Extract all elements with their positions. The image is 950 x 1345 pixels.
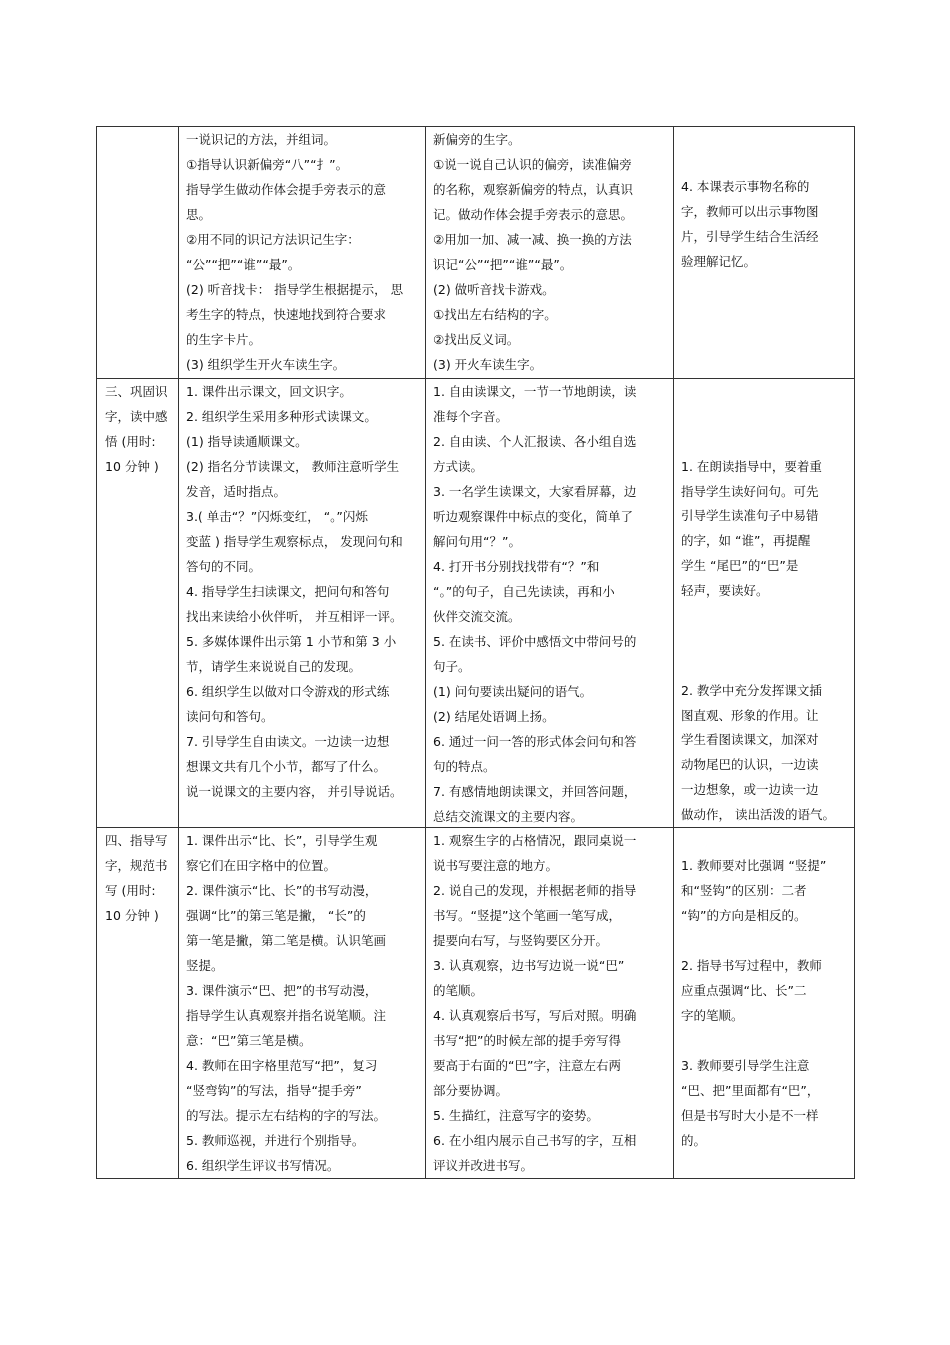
- text-line: 一说识记的方法，并组词。: [186, 132, 337, 147]
- text-line: 方式读。: [433, 459, 484, 474]
- stage-text: [97, 379, 178, 479]
- text-line: 第一笔是撇，第二笔是横。认识笔画: [186, 933, 387, 948]
- text-line: 指导学生读好问句。可先: [681, 483, 819, 499]
- text-line: 伙伴交流交流。: [433, 609, 521, 624]
- text-line: 记。做动作体会提手旁表示的意思。: [433, 207, 634, 222]
- text-line: (2) 听音找卡： 指导学生根据提示， 思: [186, 282, 404, 297]
- text-line: 4. 认真观察后书写，写后对照。明确: [433, 1008, 637, 1023]
- text-line: 准每个字音。: [433, 409, 509, 424]
- table-row: [97, 127, 855, 379]
- text-line: [681, 603, 850, 628]
- text-line: 片，引导学生结合生活经: [681, 229, 819, 244]
- text-line: 评议并改进书写。: [433, 1158, 534, 1173]
- text-line: 1. 观察生字的占格情况，跟同桌说一: [433, 833, 637, 848]
- text-line: “巴、把”里面都有“巴”，: [681, 1083, 820, 1098]
- notes-text: [674, 379, 854, 827]
- text-line: 思。: [186, 207, 212, 222]
- text-line: ②用加一加、减一减、换一换的方法: [433, 232, 632, 247]
- text-line: 2. 组织学生采用多种形式读课文。: [186, 409, 377, 424]
- teacher-text: [179, 379, 425, 827]
- text-line: 三、巩固识: [105, 384, 168, 399]
- text-line: 书写。“竖提”这个笔画一笔写成，: [433, 908, 621, 923]
- text-line: 找出来读给小伙伴听， 并互相评一评。: [186, 609, 403, 624]
- text-line: “。”的句子，自己先读读，再和小: [433, 584, 615, 599]
- notes-cell: [674, 127, 855, 379]
- text-line: 10 分钟 ): [105, 459, 159, 474]
- text-line: 听边观察课件中标点的变化，简单了: [433, 509, 634, 524]
- teacher-cell: [179, 828, 426, 1179]
- text-line: 3. 教师要引导学生注意: [681, 1058, 810, 1073]
- text-line: 7. 引导学生自由读文。一边读一边想: [186, 734, 390, 749]
- text-line: 1. 课件出示“比、长”，引导学生观: [186, 833, 378, 848]
- text-line: 2. 教学中充分发挥课文插: [681, 682, 822, 698]
- text-line: 7. 有感情地朗读课文，并回答问题，: [433, 784, 637, 799]
- text-line: 想课文共有几个小节，都写了什么。: [186, 759, 387, 774]
- notes-text: [674, 127, 854, 378]
- text-line: ①说一说自己认识的偏旁，读准偏旁: [433, 157, 632, 172]
- text-line: 应重点强调“比、长”二: [681, 983, 807, 998]
- text-line: 的名称，观察新偏旁的特点，认真识: [433, 182, 634, 197]
- text-line: 部分要协调。: [433, 1083, 509, 1098]
- text-line: 做动作， 读出活泼的语气。: [681, 807, 835, 823]
- text-line: [681, 379, 850, 404]
- text-line: 轻声，要读好。: [681, 583, 769, 599]
- text-line: 强调“比”的第三笔是撇， “长”的: [186, 908, 366, 923]
- stage-cell: [97, 127, 179, 379]
- text-line: 1. 在朗读指导中，要着重: [681, 458, 822, 474]
- text-line: 写 (用时:: [105, 883, 156, 898]
- text-line: 引导学生读准句子中易错: [681, 508, 819, 524]
- text-line: 字，读中感: [105, 409, 168, 424]
- notes-text: [674, 828, 854, 1178]
- text-line: 察它们在田字格中的位置。: [186, 858, 337, 873]
- text-line: [681, 628, 850, 653]
- text-line: ①找出左右结构的字。: [433, 307, 557, 322]
- text-line: 5. 生描红，注意写字的姿势。: [433, 1108, 599, 1123]
- text-line: 书写“把”的时候左部的提手旁写得: [433, 1033, 621, 1048]
- text-line: 2. 课件演示“比、长”的书写动漫，: [186, 883, 378, 898]
- text-line: [681, 404, 850, 429]
- stage-cell: [97, 828, 179, 1179]
- text-line: (2) 指名分节读课文， 教师注意听学生: [186, 459, 400, 474]
- text-line: 的笔顺。: [433, 983, 484, 998]
- text-line: “钩”的方向是相反的。: [681, 908, 807, 923]
- text-line: 学生 “尾巴”的“巴”是: [681, 558, 799, 574]
- text-line: 但是书写时大小是不一样: [681, 1108, 819, 1123]
- text-line: 2. 指导书写过程中，教师: [681, 958, 822, 973]
- text-line: 读问句和答句。: [186, 709, 274, 724]
- text-line: 识记“公”“把”“谁”“最”。: [433, 257, 573, 272]
- text-line: 总结交流课文的主要内容。: [433, 809, 584, 824]
- text-line: 节，请学生来说说自己的发现。: [186, 659, 362, 674]
- text-line: 字，教师可以出示事物图: [681, 204, 819, 219]
- text-line: 3. 课件演示“巴、把”的书写动漫，: [186, 983, 378, 998]
- student-text: [426, 127, 673, 378]
- text-line: 学生看图读课文，加深对: [681, 732, 819, 748]
- teacher-cell: [179, 127, 426, 379]
- text-line: 说一说课文的主要内容， 并引导说话。: [186, 784, 403, 799]
- text-line: 说书写要注意的地方。: [433, 858, 559, 873]
- text-line: 1. 课件出示课文，回文识字。: [186, 384, 352, 399]
- text-line: 发音，适时指点。: [186, 484, 287, 499]
- text-line: (3) 开火车读生字。: [433, 357, 543, 372]
- text-line: 句的特点。: [433, 759, 496, 774]
- text-line: 悟 (用时:: [105, 434, 156, 449]
- text-line: 的字，如 “谁”，再提醒: [681, 533, 811, 549]
- text-line: (3) 组织学生开火车读生字。: [186, 357, 346, 372]
- text-line: 变蓝 ) 指导学生观察标点， 发现问句和: [186, 534, 403, 549]
- text-line: 6. 通过一问一答的形式体会问句和答: [433, 734, 637, 749]
- text-line: 图直观、形象的作用。让: [681, 707, 819, 723]
- student-text: [426, 379, 673, 827]
- text-line: 指导学生做动作体会提手旁表示的意: [186, 182, 387, 197]
- table-row: [97, 379, 855, 828]
- text-line: 要高于右面的“巴”字，注意左右两: [433, 1058, 621, 1073]
- text-line: (1) 指导读通顺课文。: [186, 434, 308, 449]
- text-line: [681, 928, 850, 953]
- text-line: 6. 在小组内展示自己书写的字，互相: [433, 1133, 637, 1148]
- text-line: 竖提。: [186, 958, 224, 973]
- text-line: 4. 本课表示事物名称的: [681, 179, 810, 194]
- text-line: 解问句用“？”。: [433, 534, 521, 549]
- notes-cell: [674, 828, 855, 1179]
- text-line: 的生字卡片。: [186, 332, 262, 347]
- text-line: ②找出反义词。: [433, 332, 520, 347]
- teacher-text: [179, 127, 425, 378]
- notes-cell: [674, 379, 855, 828]
- text-line: 5. 多媒体课件出示第 1 小节和第 3 小: [186, 634, 397, 649]
- text-line: 句子。: [433, 659, 471, 674]
- text-line: 考生字的特点，快速地找到符合要求: [186, 307, 387, 322]
- text-line: 意：“巴”第三笔是横。: [186, 1033, 312, 1048]
- text-line: 提要向右写，与竖钩要区分开。: [433, 933, 609, 948]
- text-line: 1. 自由读课文，一节一节地朗读，读: [433, 384, 637, 399]
- text-line: 验理解记忆。: [681, 254, 757, 269]
- text-line: 10 分钟 ): [105, 908, 159, 923]
- text-line: 3.( 单击“？”闪烁变红， “。”闪烁: [186, 509, 368, 524]
- text-line: 4. 指导学生扫读课文，把问句和答句: [186, 584, 390, 599]
- text-line: 5. 在读书、评价中感悟文中带问号的: [433, 634, 637, 649]
- student-cell: [426, 828, 674, 1179]
- text-line: [681, 653, 850, 678]
- text-line: 新偏旁的生字。: [433, 132, 521, 147]
- text-line: ①指导认识新偏旁“八”“扌”。: [186, 157, 349, 172]
- text-line: (2) 结尾处语调上扬。: [433, 709, 555, 724]
- text-line: 2. 自由读、个人汇报读、各小组自选: [433, 434, 637, 449]
- student-cell: [426, 379, 674, 828]
- teacher-text: [179, 828, 425, 1178]
- text-line: 2. 说自己的发现，并根据老师的指导: [433, 883, 637, 898]
- text-line: 答句的不同。: [186, 559, 262, 574]
- text-line: 3. 一名学生读课文，大家看屏幕，边: [433, 484, 637, 499]
- stage-cell: [97, 379, 179, 828]
- text-line: 3. 认真观察，边书写边说一说“巴”: [433, 958, 625, 973]
- text-line: 字，规范书: [105, 858, 168, 873]
- lesson-plan-table: [96, 126, 855, 1179]
- text-line: 的写法。提示左右结构的字的写法。: [186, 1108, 387, 1123]
- text-line: 5. 教师巡视，并进行个别指导。: [186, 1133, 365, 1148]
- text-line: 一边想象，或一边读一边: [681, 782, 819, 798]
- text-line: (1) 问句要读出疑问的语气。: [433, 684, 593, 699]
- text-line: 动物尾巴的认识，一边读: [681, 757, 819, 773]
- text-line: 6. 组织学生评议书写情况。: [186, 1158, 340, 1173]
- text-line: 指导学生认真观察并指名说笔顺。注: [186, 1008, 387, 1023]
- text-line: 4. 教师在田字格里范写“把”，复习: [186, 1058, 378, 1073]
- text-line: ②用不同的识记方法识记生字：: [186, 232, 360, 247]
- text-line: 1. 教师要对比强调 “竖提”: [681, 858, 827, 873]
- text-line: [681, 429, 850, 454]
- student-text: [426, 828, 673, 1178]
- teacher-cell: [179, 379, 426, 828]
- stage-text: [97, 828, 178, 928]
- text-line: (2) 做听音找卡游戏。: [433, 282, 555, 297]
- text-line: 的。: [681, 1133, 707, 1148]
- text-line: 6. 组织学生以做对口令游戏的形式练: [186, 684, 390, 699]
- text-line: 4. 打开书分别找找带有“？”和: [433, 559, 600, 574]
- text-line: “竖弯钩”的写法，指导“提手旁”: [186, 1083, 362, 1098]
- student-cell: [426, 127, 674, 379]
- text-line: [681, 1028, 850, 1053]
- text-line: 四、指导写: [105, 833, 168, 848]
- text-line: “公”“把”“谁”“最”。: [186, 257, 301, 272]
- table-row: [97, 828, 855, 1179]
- text-line: 字的笔顺。: [681, 1008, 744, 1023]
- text-line: 和“竖钩”的区别：二者: [681, 883, 807, 898]
